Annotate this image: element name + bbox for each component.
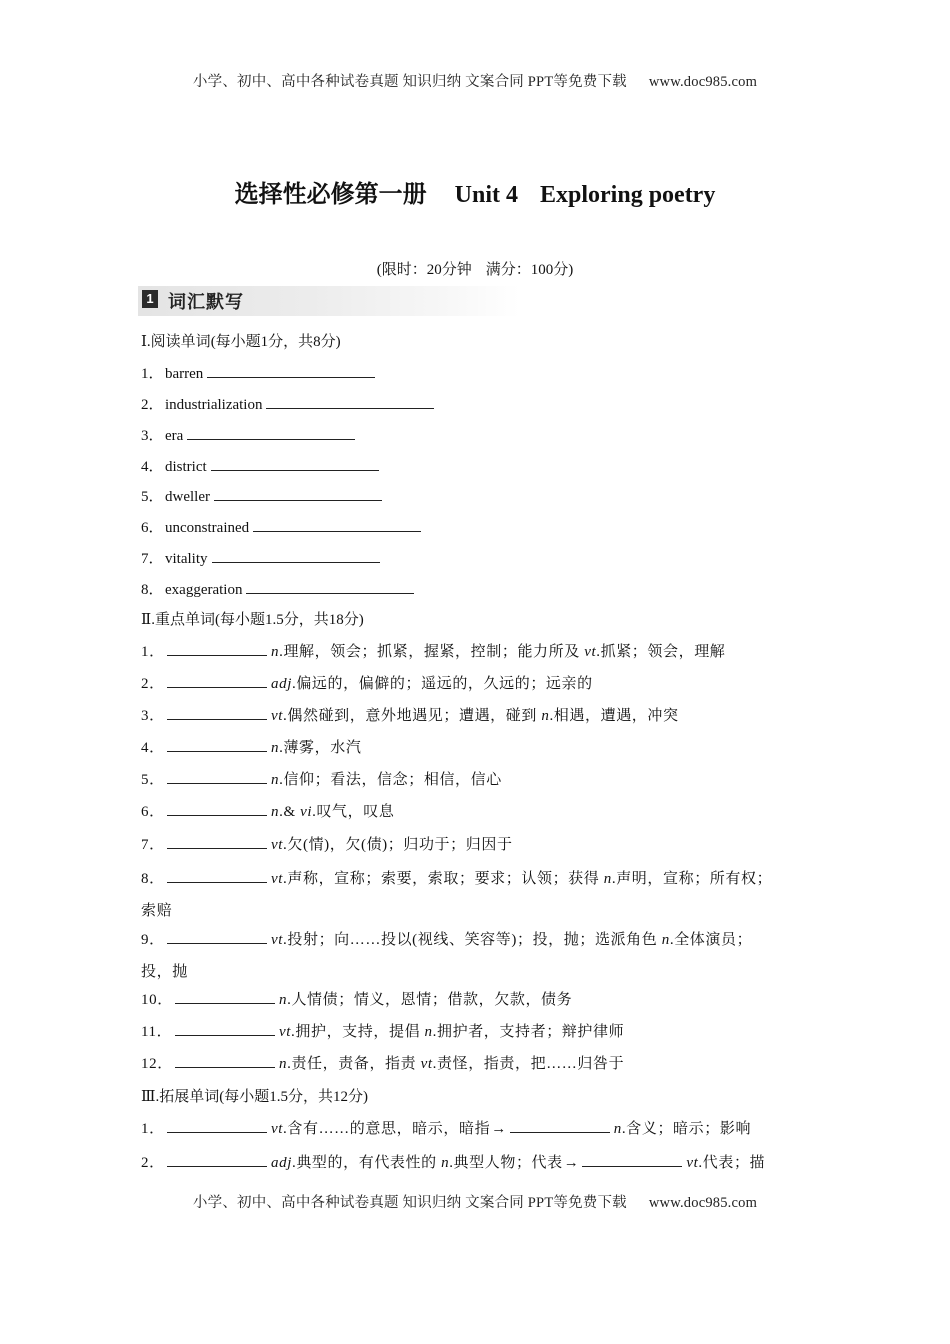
part2-item <box>141 704 679 725</box>
answer-blank[interactable] <box>211 458 379 471</box>
answer-blank[interactable] <box>167 803 267 816</box>
page-header <box>0 70 950 91</box>
definition: .相遇，遭遇，冲突 <box>549 708 679 724</box>
part1-item <box>141 362 375 383</box>
definition: .投射；向……投以(视线、笑容等)；投，抛；选派角色 <box>283 932 662 948</box>
definition: .人情债；情义，恩情；借款，欠款，债务 <box>287 992 573 1008</box>
part2-heading <box>141 608 364 629</box>
answer-blank[interactable] <box>175 991 275 1004</box>
part-of-speech: n <box>271 740 280 756</box>
definition: .抓紧；领会，理解 <box>596 644 726 660</box>
definition: .拥护，支持，提倡 <box>291 1024 425 1040</box>
definition: .偶然碰到，意外地遇见；遭遇，碰到 <box>283 708 542 724</box>
section-banner <box>138 286 520 316</box>
item-number: 4． <box>141 459 164 475</box>
part-of-speech: vt <box>686 1155 699 1171</box>
item-number: 7． <box>141 837 165 853</box>
definition: .拥护者，支持者；辩护律师 <box>432 1024 625 1040</box>
item-number: 7． <box>141 551 164 567</box>
part1-note: (每小题1分，共8分) <box>210 334 341 350</box>
part-of-speech: vt <box>271 708 284 724</box>
answer-blank[interactable] <box>214 488 382 501</box>
answer-blank[interactable] <box>175 1055 275 1068</box>
definition: .典型人物；代表 <box>449 1155 563 1171</box>
header-text: 小学、初中、高中各种试卷真题 知识归纳 文案合同 PPT等免费下载 <box>192 74 627 90</box>
part2-item <box>141 640 725 661</box>
answer-blank[interactable] <box>167 707 267 720</box>
answer-blank[interactable] <box>167 870 267 883</box>
item-word: dweller <box>165 489 210 505</box>
answer-blank[interactable] <box>167 771 267 784</box>
part2-item-wrap: 索赔 <box>141 903 173 919</box>
part-of-speech: vt <box>271 1121 284 1137</box>
part-of-speech: n <box>279 1056 288 1072</box>
page-footer <box>0 1191 950 1212</box>
part-of-speech: n <box>661 932 670 948</box>
part2-item <box>141 672 593 693</box>
part-of-speech: vt <box>279 1024 292 1040</box>
answer-blank[interactable] <box>175 1023 275 1036</box>
definition: .声称，宣称；索要，索取；要求；认领；获得 <box>283 871 604 887</box>
definition: .代表；描 <box>698 1155 766 1171</box>
answer-blank[interactable] <box>212 550 380 563</box>
part-of-speech: n <box>441 1155 450 1171</box>
part3-title: Ⅲ.拓展单词 <box>141 1089 220 1105</box>
item-number: 8． <box>141 871 165 887</box>
definition: .责怪，指责，把……归咎于 <box>432 1056 625 1072</box>
answer-blank[interactable] <box>167 675 267 688</box>
answer-blank[interactable] <box>167 931 267 944</box>
item-number: 2． <box>141 676 165 692</box>
section-number-icon: 1 <box>142 290 158 308</box>
definition: .责任，责备，指责 <box>287 1056 421 1072</box>
item-number: 1． <box>141 644 165 660</box>
answer-blank[interactable] <box>167 1120 267 1133</box>
part-of-speech: n <box>271 644 280 660</box>
item-number: 2． <box>141 397 164 413</box>
part2-item <box>141 988 572 1009</box>
part2-item-wrap: 投，抛 <box>141 964 188 980</box>
item-number: 8． <box>141 582 164 598</box>
item-word: era <box>165 428 184 444</box>
part2-note: (每小题1.5分，共18分) <box>214 612 364 628</box>
definition: .典型的，有代表性的 <box>291 1155 442 1171</box>
part-of-speech: n <box>603 871 612 887</box>
definition: .叹气，叹息 <box>312 804 395 820</box>
item-number: 5． <box>141 489 164 505</box>
time-limit <box>0 258 950 279</box>
title-topic: Exploring poetry <box>540 182 716 208</box>
answer-blank[interactable] <box>207 365 375 378</box>
part1-title: Ⅰ.阅读单词 <box>141 334 211 350</box>
answer-blank[interactable] <box>266 396 434 409</box>
definition: .声明，宣称；所有权； <box>611 871 773 887</box>
item-word: vitality <box>165 551 208 567</box>
part1-item <box>141 393 434 414</box>
part2-item <box>141 928 752 949</box>
part1-item <box>141 424 355 445</box>
definition: .理解，领会；抓紧，握紧，控制；能力所及 <box>279 644 585 660</box>
part-of-speech: vt <box>271 932 284 948</box>
part3-heading <box>141 1085 368 1106</box>
part1-item <box>141 516 421 537</box>
part-of-speech: n <box>271 772 280 788</box>
item-number: 11． <box>141 1024 173 1040</box>
answer-blank[interactable] <box>246 581 414 594</box>
part2-item <box>141 736 361 757</box>
part2-item <box>141 867 772 888</box>
definition: .欠(情)，欠(债)；归功于；归因于 <box>283 837 513 853</box>
part1-item <box>141 547 380 568</box>
part-of-speech: n <box>279 992 288 1008</box>
title-unit: Unit 4 <box>454 182 518 208</box>
part-of-speech: n <box>424 1024 433 1040</box>
part1-item <box>141 578 414 599</box>
item-number: 6． <box>141 520 164 536</box>
part-of-speech: vt <box>420 1056 433 1072</box>
answer-blank[interactable] <box>167 739 267 752</box>
definition: .全体演员； <box>669 932 753 948</box>
part1-item <box>141 485 382 506</box>
footer-text: 小学、初中、高中各种试卷真题 知识归纳 文案合同 PPT等免费下载 <box>192 1195 627 1211</box>
answer-blank[interactable] <box>253 519 421 532</box>
answer-blank[interactable] <box>167 643 267 656</box>
part2-title: Ⅱ.重点单词 <box>141 612 215 628</box>
score-text: 满分：100分) <box>485 262 574 278</box>
time-limit-text: (限时：20分钟 <box>376 262 472 278</box>
header-site: www.doc985.com <box>648 74 758 90</box>
answer-blank[interactable] <box>167 1154 267 1167</box>
definition: .含义；暗示；影响 <box>621 1121 752 1137</box>
item-number: 3． <box>141 708 165 724</box>
item-number: 1． <box>141 1121 165 1137</box>
item-number: 4． <box>141 740 165 756</box>
part1-heading <box>141 330 341 351</box>
answer-blank[interactable] <box>167 836 267 849</box>
item-number: 6． <box>141 804 165 820</box>
part-of-speech: adj <box>271 676 292 692</box>
item-number: 9． <box>141 932 165 948</box>
item-word: unconstrained <box>165 520 250 536</box>
part-of-speech: vt <box>584 644 597 660</box>
item-word: barren <box>165 366 204 382</box>
part-of-speech: n <box>271 804 280 820</box>
part-of-speech: n <box>541 708 550 724</box>
part2-item <box>141 833 513 854</box>
part2-item <box>141 800 394 821</box>
answer-blank[interactable] <box>510 1120 610 1133</box>
part-of-speech: vt <box>271 837 284 853</box>
answer-blank[interactable] <box>187 427 355 440</box>
part2-item <box>141 768 502 789</box>
definition: .偏远的，偏僻的；遥远的，久远的；远亲的 <box>291 676 593 692</box>
title-book: 选择性必修第一册 <box>234 182 427 208</box>
part3-item <box>141 1117 751 1138</box>
definition: .薄雾，水汽 <box>279 740 362 756</box>
definition: .& <box>279 804 301 820</box>
item-number: 12． <box>141 1056 173 1072</box>
part3-note: (每小题1.5分，共12分) <box>219 1089 368 1105</box>
item-word: industrialization <box>165 397 263 413</box>
item-number: 1． <box>141 366 164 382</box>
item-number: 2． <box>141 1155 165 1171</box>
definition: .含有……的意思，暗示，暗指 <box>283 1121 491 1137</box>
part2-item <box>141 1020 624 1041</box>
answer-blank[interactable] <box>582 1154 682 1167</box>
item-word: district <box>165 459 207 475</box>
part-of-speech: vt <box>271 871 284 887</box>
part2-item <box>141 1052 624 1073</box>
page-title <box>0 174 950 209</box>
part3-item <box>141 1151 765 1172</box>
item-number: 10． <box>141 992 173 1008</box>
section-label: 词汇默写 <box>168 292 244 313</box>
item-word: exaggeration <box>165 582 243 598</box>
item-number: 3． <box>141 428 164 444</box>
arrow-icon: → <box>491 1121 507 1137</box>
item-number: 5． <box>141 772 165 788</box>
part1-item <box>141 455 379 476</box>
footer-site: www.doc985.com <box>648 1195 758 1211</box>
part-of-speech: n <box>613 1121 622 1137</box>
part-of-speech: vi <box>300 804 313 820</box>
arrow-icon: → <box>563 1155 580 1171</box>
definition: .信仰；看法，信念；相信，信心 <box>279 772 502 788</box>
part-of-speech: adj <box>271 1155 292 1171</box>
